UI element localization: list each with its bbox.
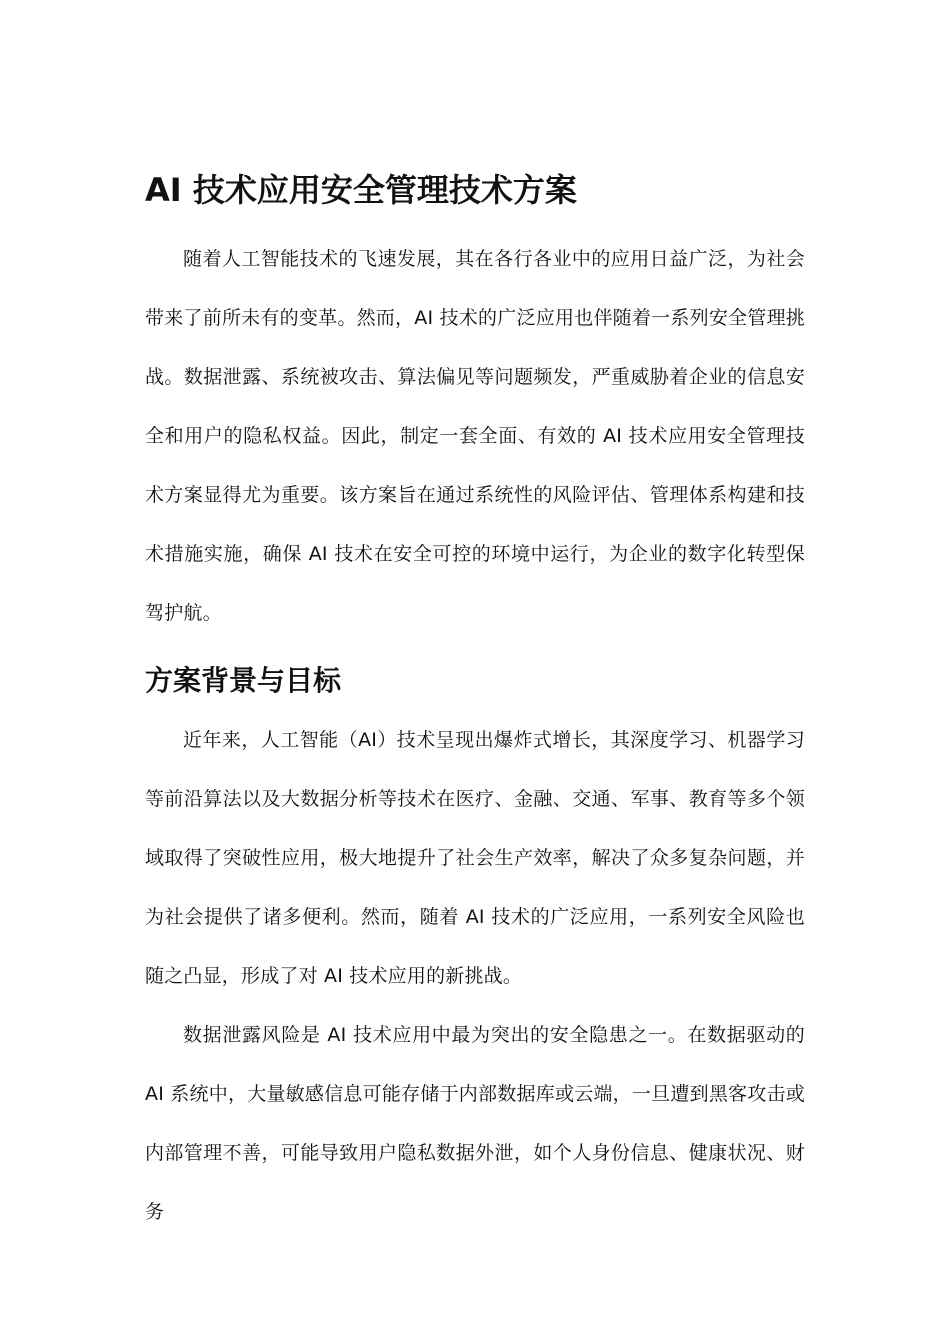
body-paragraph: 近年来，人工智能（AI）技术呈现出爆炸式增长，其深度学习、机器学习等前沿算法以及大数据分析等技术在医疗、金融、交通、军事、教育等多个领域取得了突破性应用，极大地提升了社会生产效率，解决了众多复杂问题，并为社会提供了诸多便利。然而，随着 AI 技术的广泛应用，一系列安全风险也随之凸显，形成了对 AI 技术应用的新挑战。 [145,729,805,987]
intro-paragraph: 随着人工智能技术的飞速发展，其在各行各业中的应用日益广泛，为社会带来了前所未有的变革。然而，AI 技术的广泛应用也伴随着一系列安全管理挑战。数据泄露、系统被攻击、算法偏见等问题频发，严重威胁着企业的信息安全和用户的隐私权益。因此，制定一套全面、有效的 AI 技术应用安全管理技术方案显得尤为重要。该方案旨在通过系统性的风险评估、管理体系构建和技术措施实施，确保 AI 技术在安全可控的环境中运行，为企业的数字化转型保驾护航。 [145,248,805,624]
document-body [145,168,805,1242]
document-title: AI 技术应用安全管理技术方案 [145,171,577,209]
spacer [145,643,805,661]
spacer [145,212,805,230]
body-paragraph: 数据泄露风险是 AI 技术应用中最为突出的安全隐患之一。在数据驱动的 AI 系统中，大量敏感信息可能存储于内部数据库或云端，一旦遭到黑客攻击或内部管理不善，可能导致用户隐私数据外泄，如个人身份信息、健康状况、财务 [145,1024,805,1223]
spacer [145,701,805,711]
section-heading: 方案背景与目标 [145,664,342,697]
